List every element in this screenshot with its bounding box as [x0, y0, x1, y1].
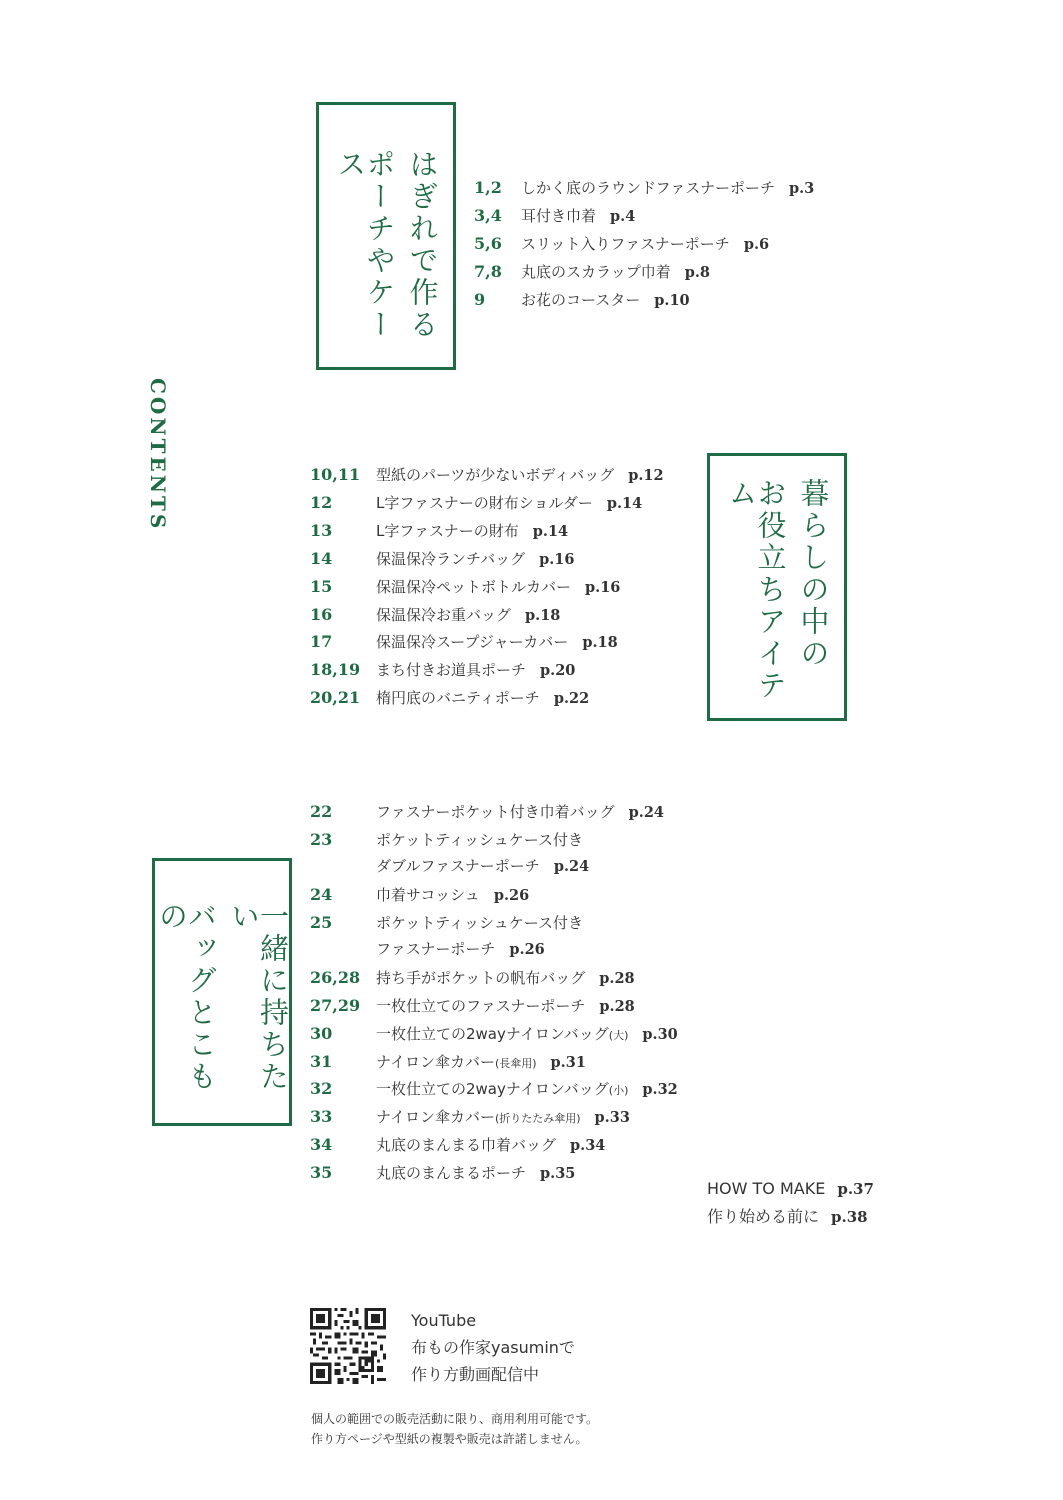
- list-item: [310, 549, 700, 569]
- item-page: p.30: [642, 1026, 678, 1043]
- list-item: [310, 688, 700, 708]
- youtube-line: 作り方動画配信中: [411, 1365, 540, 1384]
- item-title: 一枚仕立てのファスナーポーチ: [376, 997, 586, 1015]
- item-title-note: (大): [608, 1029, 629, 1042]
- list-item: [310, 1024, 730, 1044]
- list-item: [310, 605, 700, 625]
- item-page: p.22: [553, 690, 590, 707]
- item-page: p.4: [610, 208, 636, 225]
- list-item: [310, 830, 730, 878]
- item-number: 18,19: [310, 660, 361, 679]
- item-number: 3,4: [474, 206, 502, 225]
- list-item: [310, 577, 700, 597]
- item-page: p.26: [509, 941, 545, 958]
- item-number: 30: [310, 1024, 333, 1043]
- item-number: 15: [310, 577, 333, 596]
- item-page: p.10: [654, 292, 690, 309]
- item-title-line-2: ダブルファスナーポーチ: [376, 857, 540, 875]
- item-number: 20,21: [310, 688, 361, 707]
- item-title: ナイロン傘カバー: [376, 1053, 495, 1071]
- youtube-info: [411, 1307, 575, 1388]
- youtube-line: 布もの作家yasuminで: [411, 1338, 575, 1357]
- item-page: p.12: [628, 467, 664, 484]
- item-number: 31: [310, 1052, 333, 1071]
- list-item: [474, 290, 894, 310]
- item-title: ポケットティッシュケース付き: [376, 914, 584, 932]
- list-item: [310, 996, 730, 1016]
- list-item: [310, 660, 700, 680]
- usage-note-line: 個人の範囲での販売活動に限り、商用利用可能です。: [311, 1412, 599, 1426]
- item-number: 17: [310, 632, 333, 651]
- item-page: p.26: [493, 887, 530, 904]
- item-number: 10,11: [310, 465, 361, 484]
- list-item: [310, 913, 730, 961]
- item-number: 14: [310, 549, 333, 568]
- howto-entry: [707, 1178, 874, 1200]
- list-item: [474, 262, 894, 282]
- item-number: 35: [310, 1163, 333, 1182]
- list-item: [310, 968, 730, 988]
- list-item: [474, 206, 894, 226]
- item-page: p.35: [540, 1165, 576, 1182]
- item-title: L字ファスナーの財布: [376, 522, 519, 540]
- item-page: p.24: [628, 804, 665, 821]
- item-title: 保温保冷ペットボトルカバー: [376, 578, 572, 596]
- item-number: 34: [310, 1135, 333, 1154]
- list-item: [310, 802, 730, 822]
- list-item: [474, 178, 894, 198]
- list-item: [310, 521, 700, 541]
- list-item: [310, 1163, 730, 1183]
- item-title: 巾着サコッシュ: [376, 886, 480, 904]
- item-title-note: (長傘用): [494, 1057, 537, 1070]
- list-item: [310, 1079, 730, 1099]
- item-number: 27,29: [310, 996, 361, 1015]
- item-page: p.34: [570, 1137, 606, 1154]
- item-page: p.20: [540, 662, 576, 679]
- item-page: p.6: [743, 236, 770, 253]
- item-title: 一枚仕立ての2wayナイロンバッグ: [376, 1025, 609, 1043]
- item-number: 7,8: [474, 262, 502, 281]
- item-page: p.18: [525, 607, 561, 624]
- item-title: 保温保冷ランチバッグ: [376, 550, 526, 568]
- item-title: 丸底のまんまるポーチ: [376, 1164, 527, 1182]
- item-page: p.28: [599, 970, 635, 987]
- item-title: 丸底のまんまる巾着バッグ: [376, 1136, 557, 1154]
- section-3-title-box: [152, 858, 292, 1126]
- list-item: [310, 885, 730, 905]
- item-title-line-2: ファスナーポーチ: [376, 940, 496, 958]
- item-page: p.18: [582, 634, 618, 651]
- howto-page: p.38: [831, 1208, 868, 1226]
- item-page: p.8: [684, 264, 710, 281]
- item-page: p.31: [550, 1054, 586, 1071]
- usage-note-line: 作り方ページや型紙の複製や販売は許諾しません。: [311, 1432, 588, 1446]
- section-1-title-line-1: はぎれで作る: [405, 149, 440, 341]
- section-3-title-line-1: 一緒に持ちたい: [227, 901, 290, 1093]
- item-number: 22: [310, 802, 333, 821]
- item-number: 33: [310, 1107, 333, 1126]
- item-title: ポケットティッシュケース付き: [376, 831, 584, 849]
- howto-page: p.37: [837, 1180, 874, 1198]
- list-item: [310, 632, 700, 652]
- item-page: p.14: [532, 523, 569, 540]
- item-title: 持ち手がポケットの帆布バッグ: [376, 969, 586, 987]
- item-page: p.32: [642, 1081, 678, 1098]
- item-title: 丸底のスカラップ巾着: [521, 263, 671, 281]
- item-number: 5,6: [474, 234, 502, 253]
- item-title: ファスナーポケット付き巾着バッグ: [376, 803, 615, 821]
- list-item: [310, 465, 700, 485]
- item-title: 一枚仕立ての2wayナイロンバッグ: [376, 1080, 609, 1098]
- item-number: 9: [474, 290, 486, 309]
- item-title: スリット入りファスナーポーチ: [521, 235, 730, 253]
- section-2-title-line-1: 暮らしの中の: [796, 478, 831, 670]
- howto-title: HOW TO MAKE: [707, 1179, 826, 1198]
- item-title: 保温保冷お重バッグ: [376, 606, 512, 624]
- item-title: まち付きお道具ポーチ: [376, 661, 527, 679]
- item-page: p.14: [606, 495, 643, 512]
- item-number: 16: [310, 605, 333, 624]
- item-title: 耳付き巾着: [521, 207, 597, 225]
- item-title: 型紙のパーツが少ないボディバッグ: [376, 466, 615, 484]
- item-title-note: (小): [608, 1084, 629, 1097]
- item-title: 楕円底のバニティポーチ: [376, 689, 540, 707]
- item-number: 23: [310, 830, 333, 849]
- item-page: p.3: [788, 180, 815, 197]
- item-title: 保温保冷スープジャーカバー: [376, 633, 569, 651]
- item-number: 32: [310, 1079, 333, 1098]
- item-title: お花のコースター: [521, 291, 641, 309]
- item-page: p.33: [594, 1109, 630, 1126]
- item-page: p.24: [553, 858, 590, 875]
- section-2-title-line-2: お役立ちアイテム: [724, 478, 788, 702]
- usage-notes: [311, 1409, 598, 1449]
- item-number: 25: [310, 913, 333, 932]
- item-page: p.28: [599, 998, 635, 1015]
- section-2-title-box: [707, 453, 847, 721]
- list-item: [474, 234, 894, 254]
- item-page: p.16: [585, 579, 621, 596]
- list-item: [310, 1135, 730, 1155]
- item-number: 1,2: [474, 178, 502, 197]
- list-item: [310, 1052, 730, 1072]
- youtube-line: YouTube: [411, 1311, 477, 1330]
- list-item: [310, 1107, 730, 1127]
- section-3-title-line-2: バッグとこもの: [155, 901, 218, 1093]
- item-title: L字ファスナーの財布ショルダー: [376, 494, 593, 512]
- section-1-title-box: [316, 102, 456, 370]
- contents-label: CONTENTS: [146, 378, 170, 532]
- qr-code-icon: [310, 1308, 386, 1384]
- section-1-title-line-2: ポーチやケース: [333, 149, 397, 341]
- item-title: しかく底のラウンドファスナーポーチ: [521, 179, 775, 197]
- item-title: ナイロン傘カバー: [376, 1108, 495, 1126]
- item-number: 26,28: [310, 968, 361, 987]
- item-number: 12: [310, 493, 333, 512]
- howto-title: 作り始める前に: [707, 1207, 820, 1226]
- item-number: 24: [310, 885, 333, 904]
- list-item: [310, 493, 700, 513]
- item-page: p.16: [539, 551, 575, 568]
- item-title-note: (折りたたみ傘用): [494, 1112, 581, 1125]
- item-number: 13: [310, 521, 333, 540]
- howto-entry: [707, 1206, 868, 1228]
